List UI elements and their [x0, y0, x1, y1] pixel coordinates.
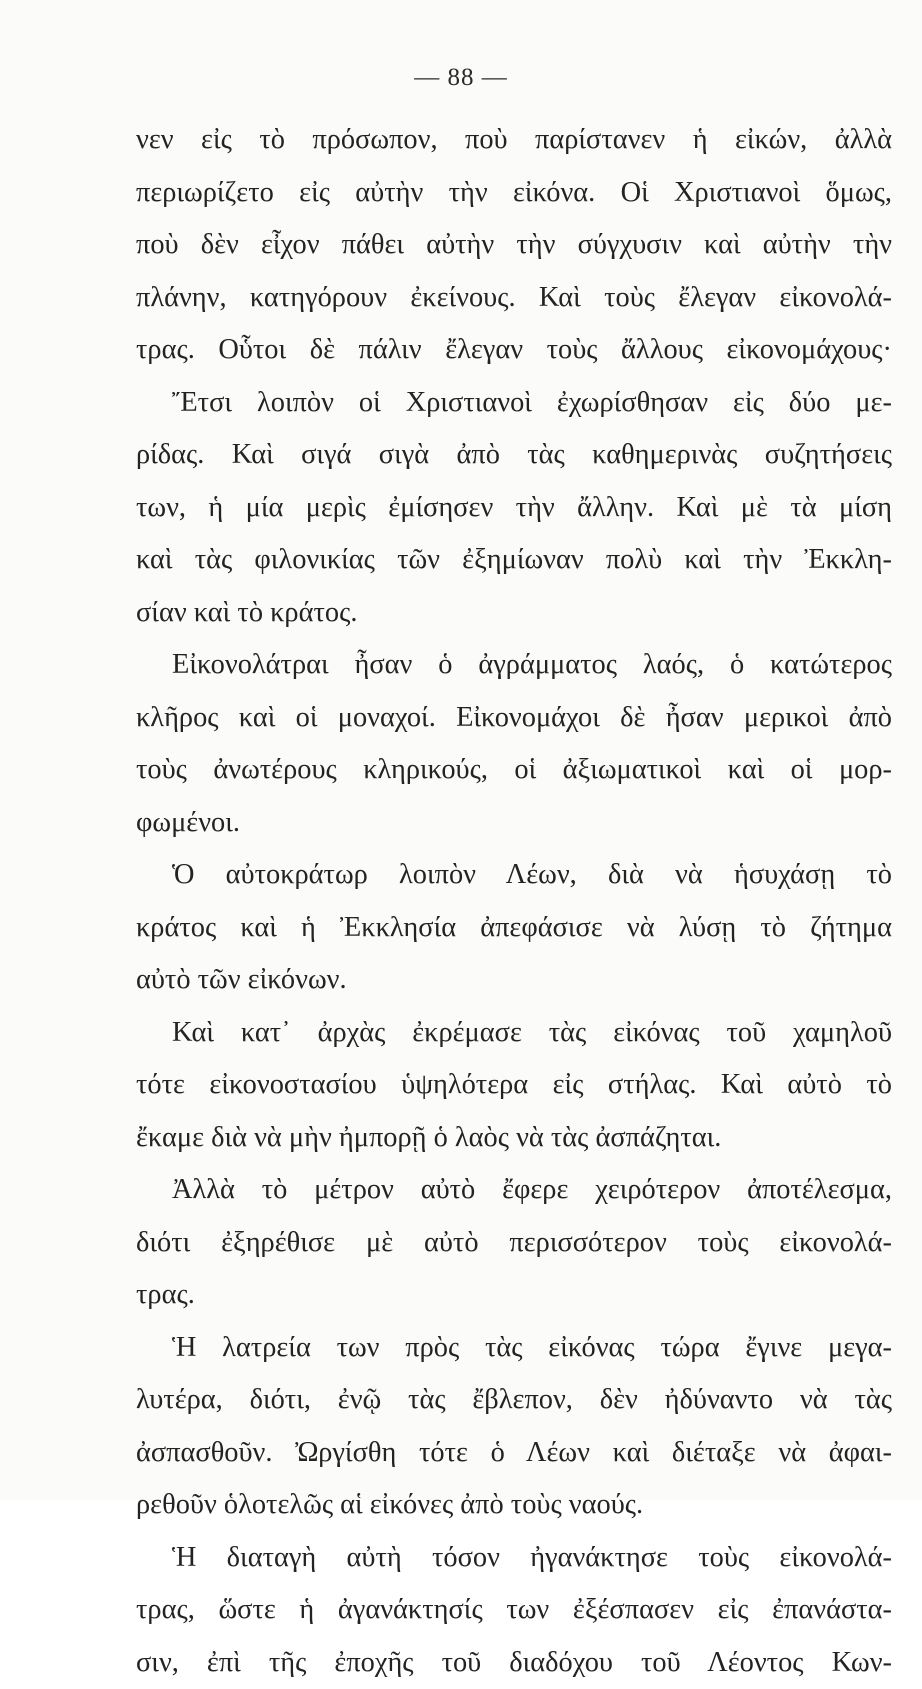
text-line: Καὶ κατ᾽ ἀρχὰς ἐκρέμασε τὰς εἰκόνας τοῦ χαμηλοῦ [136, 1007, 892, 1060]
text-line: ρίδας. Καὶ σιγά σιγὰ ἀπὸ τὰς καθημερινὰς συζητήσεις [136, 429, 892, 482]
body-text [136, 114, 892, 1689]
text-line: καὶ τὰς φιλονικίας τῶν ἐξημίωναν πολὺ καὶ τὴν Ἐκκλη- [136, 534, 892, 587]
text-line: διότι ἐξηρέθισε μὲ αὐτὸ περισσότερον τοὺς εἰκονολά- [136, 1217, 892, 1270]
text-line: τοὺς ἀνωτέρους κληρικούς, οἱ ἀξιωματικοὶ καὶ οἱ μορ- [136, 744, 892, 797]
text-line: περιωρίζετο εἰς αὐτὴν τὴν εἰκόνα. Οἱ Χριστιανοὶ ὅμως, [136, 167, 892, 220]
text-line: αὐτὸ τῶν εἰκόνων. [136, 954, 892, 1007]
text-line: ἀσπασθοῦν. Ὠργίσθη τότε ὁ Λέων καὶ διέταξε νὰ ἀφαι- [136, 1427, 892, 1480]
text-line: Ὁ αὐτοκράτωρ λοιπὸν Λέων, διὰ νὰ ἡσυχάσῃ τὸ [136, 849, 892, 902]
text-line: τότε εἰκονοστασίου ὑψηλότερα εἰς στήλας. Καὶ αὐτὸ τὸ [136, 1059, 892, 1112]
text-line: νεν εἰς τὸ πρόσωπον, ποὺ παρίστανεν ἡ εἰκών, ἀλλὰ [136, 114, 892, 167]
text-line: τρας. [136, 1269, 892, 1322]
text-line: τρας. Οὗτοι δὲ πάλιν ἔλεγαν τοὺς ἄλλους εἰκονομάχους· [136, 324, 892, 377]
text-line: κράτος καὶ ἡ Ἐκκλησία ἀπεφάσισε νὰ λύσῃ τὸ ζήτημα [136, 902, 892, 955]
text-line: ποὺ δὲν εἶχον πάθει αὐτὴν τὴν σύγχυσιν καὶ αὐτὴν τὴν [136, 219, 892, 272]
text-line: Ἔτσι λοιπὸν οἱ Χριστιανοὶ ἐχωρίσθησαν εἰς δύο με- [136, 377, 892, 430]
text-line: των, ἡ μία μερὶς ἐμίσησεν τὴν ἄλλην. Καὶ μὲ τὰ μίση [136, 482, 892, 535]
text-line: Ἡ λατρεία των πρὸς τὰς εἰκόνας τώρα ἔγινε μεγα- [136, 1322, 892, 1375]
text-line: σίαν καὶ τὸ κράτος. [136, 587, 892, 640]
text-line: φωμένοι. [136, 797, 892, 850]
text-line: κλῆρος καὶ οἱ μοναχοί. Εἰκονομάχοι δὲ ἦσαν μερικοὶ ἀπὸ [136, 692, 892, 745]
text-line: Ἀλλὰ τὸ μέτρον αὐτὸ ἔφερε χειρότερον ἀποτέλεσμα, [136, 1164, 892, 1217]
text-line: πλάνην, κατηγόρουν ἐκείνους. Καὶ τοὺς ἔλεγαν εἰκονολά- [136, 272, 892, 325]
text-line: Ἡ διαταγὴ αὐτὴ τόσον ἠγανάκτησε τοὺς εἰκονολά- [136, 1532, 892, 1585]
text-line: λυτέρα, διότι, ἐνῷ τὰς ἔβλεπον, δὲν ἠδύναντο νὰ τὰς [136, 1374, 892, 1427]
text-line: σιν, ἐπὶ τῆς ἐποχῆς τοῦ διαδόχου τοῦ Λέοντος Κων- [136, 1637, 892, 1689]
page-number: — 88 — [0, 64, 922, 92]
text-line: Εἰκονολάτραι ἦσαν ὁ ἀγράμματος λαός, ὁ κατώτερος [136, 639, 892, 692]
text-line: ἔκαμε διὰ νὰ μὴν ἠμπορῇ ὁ λαὸς νὰ τὰς ἀσπάζηται. [136, 1112, 892, 1165]
text-line: ρεθοῦν ὁλοτελῶς αἱ εἰκόνες ἀπὸ τοὺς ναούς. [136, 1479, 892, 1532]
text-line: τρας, ὥστε ἡ ἀγανάκτησίς των ἐξέσπασεν εἰς ἐπανάστα- [136, 1584, 892, 1637]
